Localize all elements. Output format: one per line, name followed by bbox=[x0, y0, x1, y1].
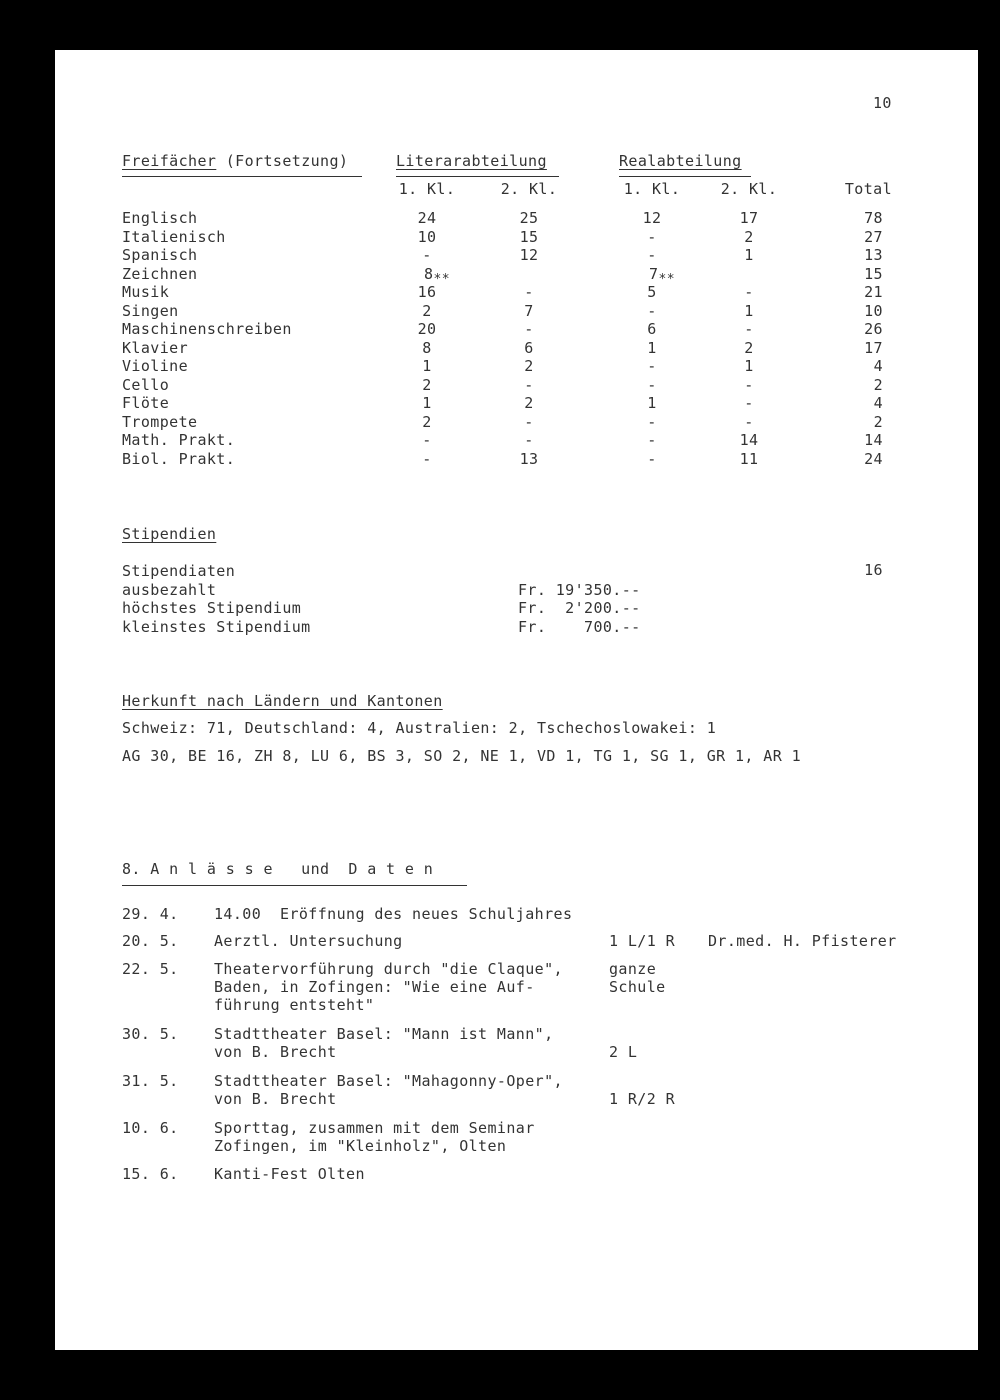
kleinstes-value: Fr. 700.-- bbox=[518, 618, 641, 636]
header-rule-2 bbox=[396, 176, 559, 177]
anlaesse-title: 8. A n l ä s s e und D a t e n bbox=[122, 860, 434, 878]
cell-value: 1 bbox=[422, 394, 432, 412]
cell-value: 24 bbox=[864, 449, 883, 468]
cell-c1 bbox=[381, 450, 473, 468]
cell-c1 bbox=[381, 265, 493, 285]
cell-value: - bbox=[647, 357, 657, 375]
cell-value: - bbox=[524, 375, 534, 394]
cell-t bbox=[815, 431, 883, 449]
cell-value: 1 bbox=[744, 246, 754, 264]
ausbezahlt-label: ausbezahlt bbox=[122, 581, 217, 599]
header-rule-1 bbox=[122, 176, 362, 177]
page-number: 10 bbox=[873, 94, 892, 112]
cell-c1 bbox=[381, 320, 473, 338]
cell-c4 bbox=[703, 413, 795, 431]
freifaecher-title: Freifächer bbox=[122, 152, 217, 170]
cell-value: - bbox=[647, 301, 657, 320]
cell-c3 bbox=[606, 431, 698, 449]
cell-t bbox=[815, 320, 883, 338]
event-description: Aerztl. Untersuchung bbox=[214, 932, 403, 950]
cell-c4 bbox=[703, 431, 795, 449]
cell-c2 bbox=[483, 283, 575, 301]
cell-value: 2 bbox=[744, 227, 754, 246]
cell-value: 21 bbox=[864, 283, 883, 301]
cell-value: 78 bbox=[864, 209, 883, 227]
asterisk-note: ** bbox=[433, 271, 450, 287]
event-date: 22. 5. bbox=[122, 960, 179, 978]
cell-c2 bbox=[483, 339, 575, 357]
subject-name: Englisch bbox=[122, 209, 198, 227]
cell-c2 bbox=[483, 246, 575, 264]
cell-value: 2 bbox=[524, 394, 534, 412]
cell-c2 bbox=[483, 413, 575, 431]
cell-value: - bbox=[422, 431, 432, 449]
subject-name: Flöte bbox=[122, 394, 170, 412]
freifaecher-title-suffix: (Fortsetzung) bbox=[216, 152, 349, 170]
cell-t bbox=[815, 246, 883, 264]
col-header-total: Total bbox=[844, 180, 892, 198]
cell-value: 11 bbox=[739, 449, 759, 468]
cell-value: 14 bbox=[739, 431, 759, 449]
cell-c1 bbox=[381, 431, 473, 449]
cell-value: 12 bbox=[642, 209, 662, 227]
cell-value: 20 bbox=[417, 320, 437, 338]
cell-c4 bbox=[703, 246, 795, 264]
cell-t bbox=[815, 265, 883, 283]
cell-c3 bbox=[606, 320, 698, 338]
cell-c4 bbox=[703, 450, 795, 468]
cell-c2 bbox=[483, 228, 575, 246]
subject-name: Zeichnen bbox=[122, 264, 198, 283]
cell-value: - bbox=[744, 412, 754, 431]
cell-c2 bbox=[483, 376, 575, 394]
event-description: Theatervorführung durch "die Claque", Baden, in Zofingen: "Wie eine Auf- führung entsteht" bbox=[214, 960, 563, 1014]
cell-c4 bbox=[703, 302, 795, 320]
cell-value: - bbox=[647, 449, 657, 468]
cell-c4 bbox=[703, 209, 795, 227]
event-date: 29. 4. bbox=[122, 905, 179, 923]
cell-c3 bbox=[606, 394, 698, 412]
cell-c1 bbox=[381, 246, 473, 264]
event-date: 15. 6. bbox=[122, 1165, 179, 1183]
cell-c2 bbox=[483, 302, 575, 320]
cell-value: - bbox=[524, 283, 534, 301]
subject-name: Musik bbox=[122, 283, 170, 301]
cell-t bbox=[815, 413, 883, 431]
freifaecher-heading bbox=[122, 152, 348, 170]
cell-c1 bbox=[381, 209, 473, 227]
cell-value: 14 bbox=[864, 431, 883, 449]
event-date: 30. 5. bbox=[122, 1025, 179, 1043]
cell-value: 26 bbox=[864, 320, 883, 338]
group-literar: Literarabteilung bbox=[396, 152, 547, 170]
cell-value: - bbox=[744, 375, 754, 394]
cell-c3 bbox=[606, 228, 698, 246]
stipendiaten-label: Stipendiaten bbox=[122, 562, 236, 580]
cell-value: - bbox=[524, 431, 534, 449]
cell-value: 4 bbox=[873, 394, 883, 412]
herkunft-kantone: AG 30, BE 16, ZH 8, LU 6, BS 3, SO 2, NE 1, VD 1, TG 1, SG 1, GR 1, AR 1 bbox=[122, 747, 802, 765]
ausbezahlt-value: Fr. 19'350.-- bbox=[518, 581, 641, 599]
cell-c4 bbox=[703, 394, 795, 412]
group-real: Realabteilung bbox=[619, 152, 742, 170]
cell-c3 bbox=[606, 283, 698, 301]
cell-t bbox=[815, 357, 883, 375]
event-participants: 1 R/2 R bbox=[609, 1090, 676, 1108]
cell-value: 10 bbox=[417, 227, 437, 246]
cell-c1 bbox=[381, 413, 473, 431]
cell-value: 10 bbox=[864, 301, 883, 320]
event-participants: 2 L bbox=[609, 1043, 638, 1061]
event-participants: 1 L/1 R bbox=[609, 932, 676, 950]
cell-value: 2 bbox=[873, 375, 883, 394]
herkunft-laender: Schweiz: 71, Deutschland: 4, Australien: 2, Tschechoslowakei: 1 bbox=[122, 719, 717, 737]
cell-value: 15 bbox=[519, 227, 539, 246]
subject-name: Italienisch bbox=[122, 227, 226, 246]
event-description: Sporttag, zusammen mit dem Seminar Zofingen, im "Kleinholz", Olten bbox=[214, 1119, 535, 1155]
cell-c1 bbox=[381, 228, 473, 246]
cell-value: 24 bbox=[417, 209, 437, 227]
subject-name: Biol. Prakt. bbox=[122, 449, 236, 468]
cell-c1 bbox=[381, 376, 473, 394]
cell-value: - bbox=[524, 320, 534, 338]
cell-value: 13 bbox=[864, 246, 883, 264]
cell-value: 5 bbox=[647, 283, 657, 301]
cell-value: 2 bbox=[524, 357, 534, 375]
cell-c4 bbox=[703, 357, 795, 375]
col-header-lit-2: 2. Kl. bbox=[500, 180, 558, 198]
cell-value: 2 bbox=[422, 301, 432, 320]
event-description: Stadttheater Basel: "Mahagonny-Oper", von B. Brecht bbox=[214, 1072, 563, 1108]
cell-c3 bbox=[606, 357, 698, 375]
document-page bbox=[55, 50, 978, 1350]
subject-name: Spanisch bbox=[122, 246, 198, 264]
event-date: 10. 6. bbox=[122, 1119, 179, 1137]
event-note: Dr.med. H. Pfisterer bbox=[708, 932, 897, 950]
cell-c2 bbox=[483, 209, 575, 227]
event-date: 31. 5. bbox=[122, 1072, 179, 1090]
cell-c2 bbox=[483, 450, 575, 468]
cell-value: 2 bbox=[422, 412, 432, 431]
hoechstes-label: höchstes Stipendium bbox=[122, 599, 302, 617]
col-header-real-1: 1. Kl. bbox=[623, 180, 681, 198]
cell-c3 bbox=[606, 450, 698, 468]
subject-name: Violine bbox=[122, 357, 189, 375]
cell-value: 2 bbox=[873, 412, 883, 431]
cell-t bbox=[815, 209, 883, 227]
cell-c4 bbox=[703, 376, 795, 394]
cell-c4 bbox=[703, 339, 795, 357]
cell-t bbox=[815, 339, 883, 357]
cell-c2 bbox=[483, 394, 575, 412]
cell-value: - bbox=[744, 320, 754, 338]
col-header-lit-1: 1. Kl. bbox=[398, 180, 456, 198]
asterisk-note: ** bbox=[658, 271, 675, 287]
cell-value: - bbox=[422, 449, 432, 468]
cell-value: 1 bbox=[647, 394, 657, 412]
cell-value: 17 bbox=[864, 338, 883, 357]
cell-value: - bbox=[744, 283, 754, 301]
cell-value: 27 bbox=[864, 227, 883, 246]
cell-value: 16 bbox=[417, 283, 437, 301]
cell-t bbox=[815, 450, 883, 468]
cell-value: 2 bbox=[744, 338, 754, 357]
event-participants: ganze Schule bbox=[609, 960, 666, 996]
cell-c2 bbox=[483, 320, 575, 338]
cell-value: 13 bbox=[519, 449, 539, 468]
cell-c1 bbox=[381, 283, 473, 301]
cell-c1 bbox=[381, 357, 473, 375]
cell-c3 bbox=[606, 339, 698, 357]
cell-t bbox=[815, 228, 883, 246]
cell-value: 1 bbox=[744, 357, 754, 375]
cell-value: - bbox=[422, 246, 432, 264]
cell-c3 bbox=[606, 265, 718, 285]
cell-value: 8 bbox=[422, 338, 432, 357]
cell-value: - bbox=[744, 394, 754, 412]
cell-c4 bbox=[703, 228, 795, 246]
subject-name: Cello bbox=[122, 375, 170, 394]
subject-name: Maschinenschreiben bbox=[122, 320, 292, 338]
subject-name: Math. Prakt. bbox=[122, 431, 236, 449]
cell-c4 bbox=[703, 283, 795, 301]
cell-t bbox=[815, 302, 883, 320]
cell-value: 6 bbox=[524, 338, 534, 357]
event-description: Kanti-Fest Olten bbox=[214, 1165, 365, 1183]
cell-value: - bbox=[524, 412, 534, 431]
cell-t bbox=[815, 283, 883, 301]
cell-c2 bbox=[483, 357, 575, 375]
kleinstes-label: kleinstes Stipendium bbox=[122, 618, 311, 636]
cell-value: 25 bbox=[519, 209, 539, 227]
cell-t bbox=[815, 394, 883, 412]
cell-value: 15 bbox=[864, 264, 883, 283]
cell-value: 1 bbox=[744, 301, 754, 320]
cell-value: 1 bbox=[647, 338, 657, 357]
cell-c1 bbox=[381, 394, 473, 412]
event-date: 20. 5. bbox=[122, 932, 179, 950]
hoechstes-value: Fr. 2'200.-- bbox=[518, 599, 641, 617]
cell-value: 8 bbox=[424, 264, 434, 283]
cell-value: - bbox=[647, 227, 657, 246]
cell-value: 7 bbox=[524, 301, 534, 320]
subject-name: Singen bbox=[122, 301, 179, 320]
cell-value: - bbox=[647, 246, 657, 264]
stipendien-title: Stipendien bbox=[122, 525, 217, 543]
cell-c3 bbox=[606, 302, 698, 320]
cell-c3 bbox=[606, 376, 698, 394]
cell-value: - bbox=[647, 375, 657, 394]
event-description: 14.00 Eröffnung des neues Schuljahres bbox=[214, 905, 573, 923]
cell-c3 bbox=[606, 413, 698, 431]
cell-c1 bbox=[381, 302, 473, 320]
cell-value: 1 bbox=[422, 357, 432, 375]
subject-name: Klavier bbox=[122, 338, 189, 357]
cell-value: 7 bbox=[649, 264, 659, 283]
event-description: Stadttheater Basel: "Mann ist Mann", von B. Brecht bbox=[214, 1025, 554, 1061]
cell-t bbox=[815, 376, 883, 394]
cell-value: 12 bbox=[519, 246, 539, 264]
cell-value: 4 bbox=[873, 357, 883, 375]
subject-name: Trompete bbox=[122, 412, 198, 431]
cell-c1 bbox=[381, 339, 473, 357]
cell-value: - bbox=[647, 412, 657, 431]
cell-c3 bbox=[606, 246, 698, 264]
cell-value: 6 bbox=[647, 320, 657, 338]
stipendiaten-value: 16 bbox=[864, 561, 883, 579]
cell-c3 bbox=[606, 209, 698, 227]
herkunft-title: Herkunft nach Ländern und Kantonen bbox=[122, 692, 443, 710]
cell-value: 17 bbox=[739, 209, 759, 227]
cell-c4 bbox=[703, 320, 795, 338]
header-rule-3 bbox=[619, 176, 751, 177]
col-header-real-2: 2. Kl. bbox=[720, 180, 778, 198]
cell-value: 2 bbox=[422, 375, 432, 394]
cell-c2 bbox=[483, 431, 575, 449]
cell-value: - bbox=[647, 431, 657, 449]
anlaesse-title-rule bbox=[122, 885, 467, 886]
